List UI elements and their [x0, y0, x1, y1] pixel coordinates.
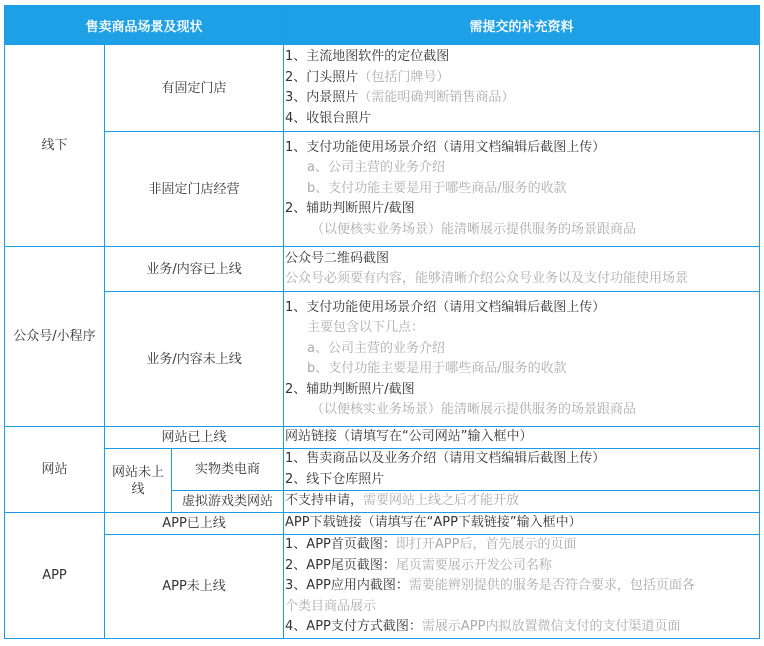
scenario-fixed-store: 有固定门店 [105, 45, 284, 132]
category-official-account: 公众号/小程序 [5, 247, 105, 427]
materials-fixed-store [284, 45, 760, 132]
category-offline: 线下 [5, 45, 105, 247]
table-row [5, 449, 760, 491]
requirements-table [4, 5, 760, 639]
table-header-row [5, 6, 760, 45]
scenario-website-online: 网站已上线 [105, 427, 284, 449]
table-row [5, 513, 760, 535]
materials-app-offline [284, 535, 760, 639]
list-item: 2、APP尾页截图：尾页需要展示开发公司名称 [285, 557, 552, 573]
scenario-website-not-online: 网站未上线 [105, 449, 172, 513]
materials-website-online: 网站链接（请填写在“公司网站”输入框中） [284, 427, 760, 449]
list-item: 1、主流地图软件的定位截图 [285, 49, 450, 64]
list-item: 1、APP首页截图：即打开APP后，首先展示的页面 [285, 537, 577, 553]
list-item: 3、APP应用内截图：需要能辨别提供的服务是否符合要求，包括页面各 [285, 578, 695, 594]
scenario-content-online: 业务/内容已上线 [105, 247, 284, 292]
materials-content-online: 公众号二维码截图 公众号必须要有内容，能够清晰介绍公众号业务以及支付功能使用场景 [284, 247, 760, 292]
list-item: 4、APP支付方式截图：需展示APP内拟放置微信支付的支付渠道页面 [285, 619, 681, 635]
materials-app-online: APP下载链接（请填写在“APP下载链接”输入框中） [284, 513, 760, 535]
header-scenario: 售卖商品场景及现状 [5, 6, 284, 45]
category-website: 网站 [5, 427, 105, 513]
list-item: 个类目商品展示 [285, 598, 377, 614]
table-row [5, 132, 760, 247]
table-row [5, 45, 760, 132]
header-materials: 需提交的补充资料 [284, 6, 760, 45]
table-row [5, 427, 760, 449]
materials-nonfixed-store: 1、支付功能使用场景介绍（请用文档编辑后截图上传） a、公司主营的业务介绍 b、支付功能主要是用于哪些商品/服务的收款 2、辅助判断照片/截图 （以便核实业务场景）能清晰展示提供服务的场景跟商品 [284, 132, 760, 247]
materials-physical-ecommerce: 1、售卖商品以及业务介绍（请用文档编辑后截图上传） 2、线下仓库照片 [284, 449, 760, 491]
materials-content-offline: 1、支付功能使用场景介绍（请用文档编辑后截图上传） 主要包含以下几点： a、公司主营的业务介绍 b、支付功能主要是用于哪些商品/服务的收款 2、辅助判断照片/截图 （以便核实业务场景）能清晰展示提供服务的场景跟商品 [284, 292, 760, 427]
table-row [5, 292, 760, 427]
list-item: 2、门头照片（包括门牌号） [285, 69, 450, 85]
category-app: APP [5, 513, 105, 639]
scenario-nonfixed-store: 非固定门店经营 [105, 132, 284, 247]
scenario-content-offline: 业务/内容未上线 [105, 292, 284, 427]
scenario-app-offline: APP未上线 [105, 535, 284, 639]
table-row [5, 247, 760, 292]
scenario-physical-ecommerce: 实物类电商 [172, 449, 284, 491]
scenario-app-online: APP已上线 [105, 513, 284, 535]
scenario-virtual-game: 虚拟游戏类网站 [172, 491, 284, 513]
list-item: 3、内景照片（需能明确判断销售商品） [285, 90, 515, 105]
table-row [5, 535, 760, 639]
list-item: 4、收银台照片 [285, 110, 372, 126]
materials-virtual-game: 不支持申请，需要网站上线之后才能开放 [284, 491, 760, 513]
